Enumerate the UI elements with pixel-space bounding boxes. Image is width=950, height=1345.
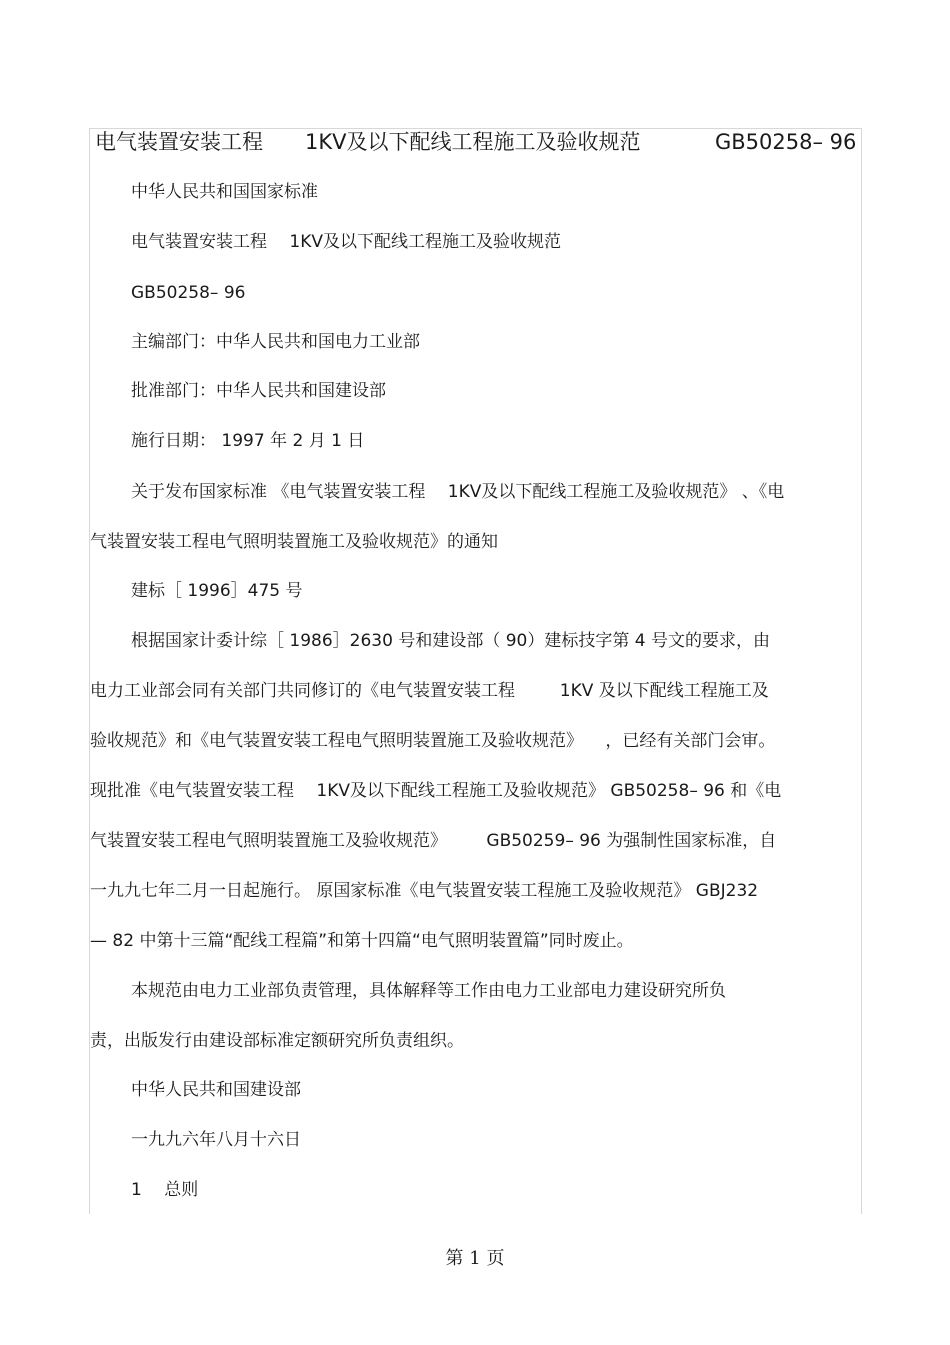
standard-name: 电气装置安装工程 1KV及以下配线工程施工及验收规范 (131, 232, 561, 252)
body-line-7: — 82 中第十三篇“配线工程篇”和第十四篇“电气照明装置篇”同时废止。 (90, 931, 634, 951)
title-part-3: GB50258– 96 (715, 130, 857, 154)
notice-title-line-1: 关于发布国家标准 《电气装置安装工程 1KV及以下配线工程施工及验收规范》 、《电 (131, 482, 785, 502)
issuer: 中华人民共和国建设部 (131, 1080, 301, 1100)
effective-date: 施行日期： 1997 年 2 月 1 日 (131, 431, 365, 451)
page-number: 第 1 页 (445, 1248, 505, 1269)
body-line-6: 一九九七年二月一日起施行。 原国家标准《电气装置安装工程施工及验收规范》 GBJ232 (90, 881, 759, 901)
body-line-3: 验收规范》和《电气装置安装工程电气照明装置施工及验收规范》 ，已经有关部门会审。 (90, 731, 776, 751)
body-line-5: 气装置安装工程电气照明装置施工及验收规范》 GB50259– 96 为强制性国家标准，自 (90, 831, 777, 851)
notice-number: 建标［ 1996］475 号 (131, 581, 303, 601)
title-part-1: 电气装置安装工程 (95, 130, 263, 154)
notice-title-line-2: 气装置安装工程电气照明装置施工及验收规范》的通知 (90, 532, 498, 552)
standard-code: GB50258– 96 (131, 283, 246, 303)
section-heading: 1 总则 (131, 1180, 199, 1200)
standard-type: 中华人民共和国国家标准 (131, 182, 318, 202)
body-line-2: 电力工业部会同有关部门共同修订的《电气装置安装工程 1KV 及以下配线工程施工及 (90, 681, 769, 701)
issue-date: 一九九六年八月十六日 (131, 1130, 301, 1150)
chief-editor-dept: 主编部门：中华人民共和国电力工业部 (131, 332, 420, 352)
body-line-9: 责，出版发行由建设部标准定额研究所负责组织。 (90, 1031, 464, 1051)
approval-dept: 批准部门：中华人民共和国建设部 (131, 381, 386, 401)
body-line-4: 现批准《电气装置安装工程 1KV及以下配线工程施工及验收规范》 GB50258– 96 和《电 (90, 781, 782, 801)
body-line-1: 根据国家计委计综［ 1986］2630 号和建设部（ 90）建标技字第 4 号文的要求，由 (131, 631, 770, 651)
body-line-8: 本规范由电力工业部负责管理，具体解释等工作由电力工业部电力建设研究所负 (131, 981, 726, 1001)
title-part-2: 1KV及以下配线工程施工及验收规范 (305, 130, 641, 154)
